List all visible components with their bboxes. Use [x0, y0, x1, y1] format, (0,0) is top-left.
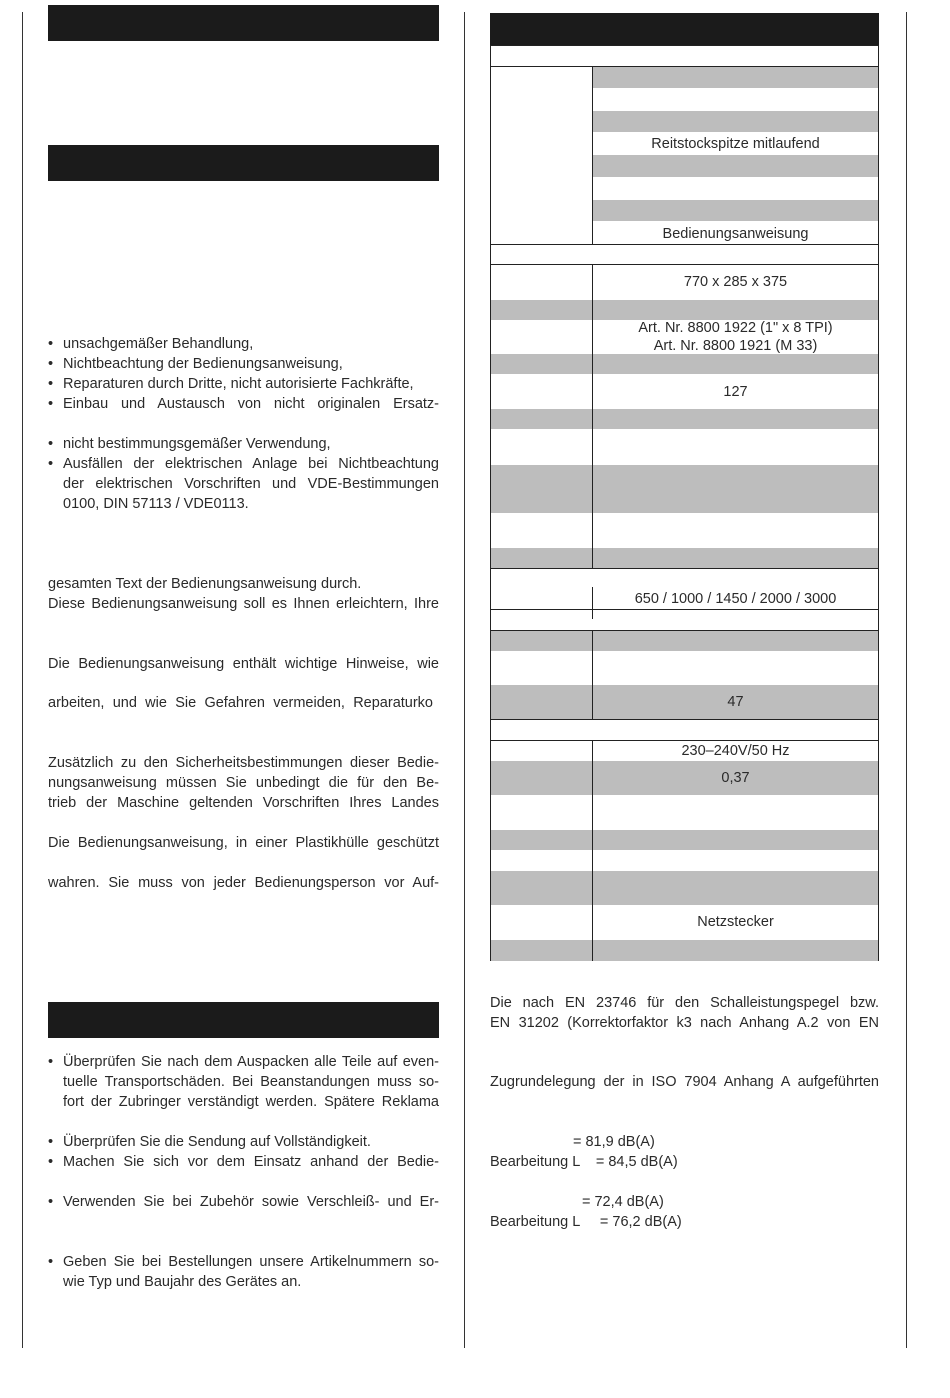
technical-data-table	[490, 45, 879, 961]
noise-value: Bearbeitung L = 76,2 dB(A)	[490, 1214, 682, 1230]
table-cell: 650 / 1000 / 1450 / 2000 / 3000	[634, 591, 837, 607]
table-cell: Bedienungsanweisung	[662, 226, 809, 242]
list-item-continuation: fort der Zubringer verständigt werden. Spätere Reklama	[63, 1094, 439, 1110]
section-header-bar-3	[48, 1002, 439, 1038]
table-cell: 0,37	[721, 770, 750, 786]
page-rule-left	[22, 12, 23, 1348]
table-header-bar	[490, 13, 879, 45]
page-rule-right	[906, 12, 907, 1348]
paragraph-line: Die nach EN 23746 für den Schalleistungspegel bzw.	[490, 995, 879, 1011]
table-cell: 127	[723, 384, 748, 400]
paragraph-line: Die Bedienungsanweisung, in einer Plastikhülle geschützt	[48, 835, 439, 851]
paragraph-line: Zugrundelegung der in ISO 7904 Anhang A aufgeführten	[490, 1074, 879, 1090]
paragraph-line: Diese Bedienungsanweisung soll es Ihnen erleichtern, Ihre	[48, 596, 439, 612]
table-cell: Netzstecker	[697, 914, 774, 930]
paragraph-line: EN 31202 (Korrektorfaktor k3 nach Anhang A.2 von EN	[490, 1015, 879, 1031]
paragraph-line: Zusätzlich zu den Sicherheitsbestimmungen dieser Bedie-	[48, 755, 439, 771]
page-rule-center	[464, 12, 465, 1348]
list-item-continuation: der elektrischen Vorschriften und VDE-Bestimmungen	[63, 476, 439, 492]
list-item-continuation: 0100, DIN 57113 / VDE0113.	[63, 496, 249, 512]
list-item-continuation: tuelle Transportschäden. Bei Beanstandungen muss so-	[63, 1074, 439, 1090]
paragraph-line: Die Bedienungsanweisung enthält wichtige Hinweise, wie	[48, 656, 439, 672]
noise-value: = 81,9 dB(A)	[573, 1134, 655, 1150]
paragraph-line: arbeiten, und wie Sie Gefahren vermeiden, Reparaturko	[48, 695, 433, 711]
paragraph-line: trieb der Maschine geltenden Vorschriften Ihres Landes	[48, 795, 439, 811]
table-cell: Art. Nr. 8800 1922 (1" x 8 TPI)	[638, 320, 833, 336]
table-cell: Reitstockspitze mitlaufend	[651, 136, 820, 152]
paragraph-line: nungsanweisung müssen Sie unbedingt die für den Be-	[48, 775, 439, 791]
noise-value: = 72,4 dB(A)	[582, 1194, 664, 1210]
list-item-continuation: wie Typ und Baujahr des Gerätes an.	[63, 1274, 302, 1290]
table-cell: 230–240V/50 Hz	[681, 743, 790, 759]
paragraph-line: wahren. Sie muss von jeder Bedienungsperson vor Auf-	[48, 875, 439, 891]
table-cell: 770 x 285 x 375	[683, 274, 788, 290]
section-header-bar-1	[48, 5, 439, 41]
table-cell: 47	[727, 694, 744, 710]
paragraph-line: gesamten Text der Bedienungsanweisung durch.	[48, 576, 362, 592]
section-header-bar-2	[48, 145, 439, 181]
noise-value: Bearbeitung L = 84,5 dB(A)	[490, 1154, 678, 1170]
table-cell: Art. Nr. 8800 1921 (M 33)	[653, 338, 818, 354]
